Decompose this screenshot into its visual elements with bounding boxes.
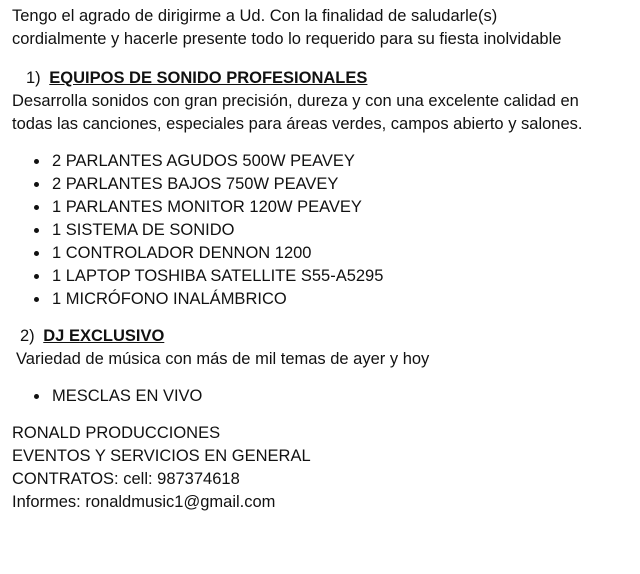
list-item: 1 PARLANTES MONITOR 120W PEAVEY [34,196,632,219]
section-2-heading [20,325,632,348]
bullet-icon [34,251,39,256]
intro-line-1: Tengo el agrado de dirigirme a Ud. Con la finalidad de saludarle(s) [12,7,498,25]
list-item: 1 LAPTOP TOSHIBA SATELLITE S55-A5295 [34,265,632,288]
company-tagline: EVENTOS Y SERVICIOS EN GENERAL [12,447,311,465]
bullet-icon [34,205,39,210]
equipment-list [34,150,632,311]
intro-line-2: cordialmente y hacerle presente todo lo requerido para su fiesta inolvidable [12,30,562,48]
contracts-phone: CONTRATOS: cell: 987374618 [12,470,240,488]
contact-footer [12,422,632,514]
section-1-desc-line-1: Desarrolla sonidos con gran precisión, dureza y con una excelente calidad en [12,92,579,110]
intro-paragraph [12,5,632,51]
bullet-icon [34,274,39,279]
section-dj-exclusive [12,325,632,408]
section-2-desc: Variedad de música con más de mil temas de ayer y hoy [16,350,430,368]
bullet-icon [34,394,39,399]
section-1-desc-line-2: todas las canciones, especiales para áreas verdes, campos abierto y salones. [12,115,583,133]
list-item: 1 SISTEMA DE SONIDO [34,219,632,242]
section-1-title: EQUIPOS DE SONIDO PROFESIONALES [49,69,368,87]
bullet-icon [34,228,39,233]
dj-list [34,385,632,408]
section-2-number: 2) [20,327,35,345]
bullet-icon [34,297,39,302]
list-item: 1 MICRÓFONO INALÁMBRICO [34,288,632,311]
document-page [12,5,632,514]
section-2-title: DJ EXCLUSIVO [43,327,165,345]
list-item: 2 PARLANTES BAJOS 750W PEAVEY [34,173,632,196]
section-1-number: 1) [26,69,41,87]
info-email: Informes: ronaldmusic1@gmail.com [12,493,276,511]
section-1-heading [26,67,632,90]
section-sound-equipment [12,67,632,311]
list-item: 1 CONTROLADOR DENNON 1200 [34,242,632,265]
company-name: RONALD PRODUCCIONES [12,424,221,442]
list-item: MESCLAS EN VIVO [34,385,632,408]
bullet-icon [34,159,39,164]
list-item: 2 PARLANTES AGUDOS 500W PEAVEY [34,150,632,173]
bullet-icon [34,182,39,187]
